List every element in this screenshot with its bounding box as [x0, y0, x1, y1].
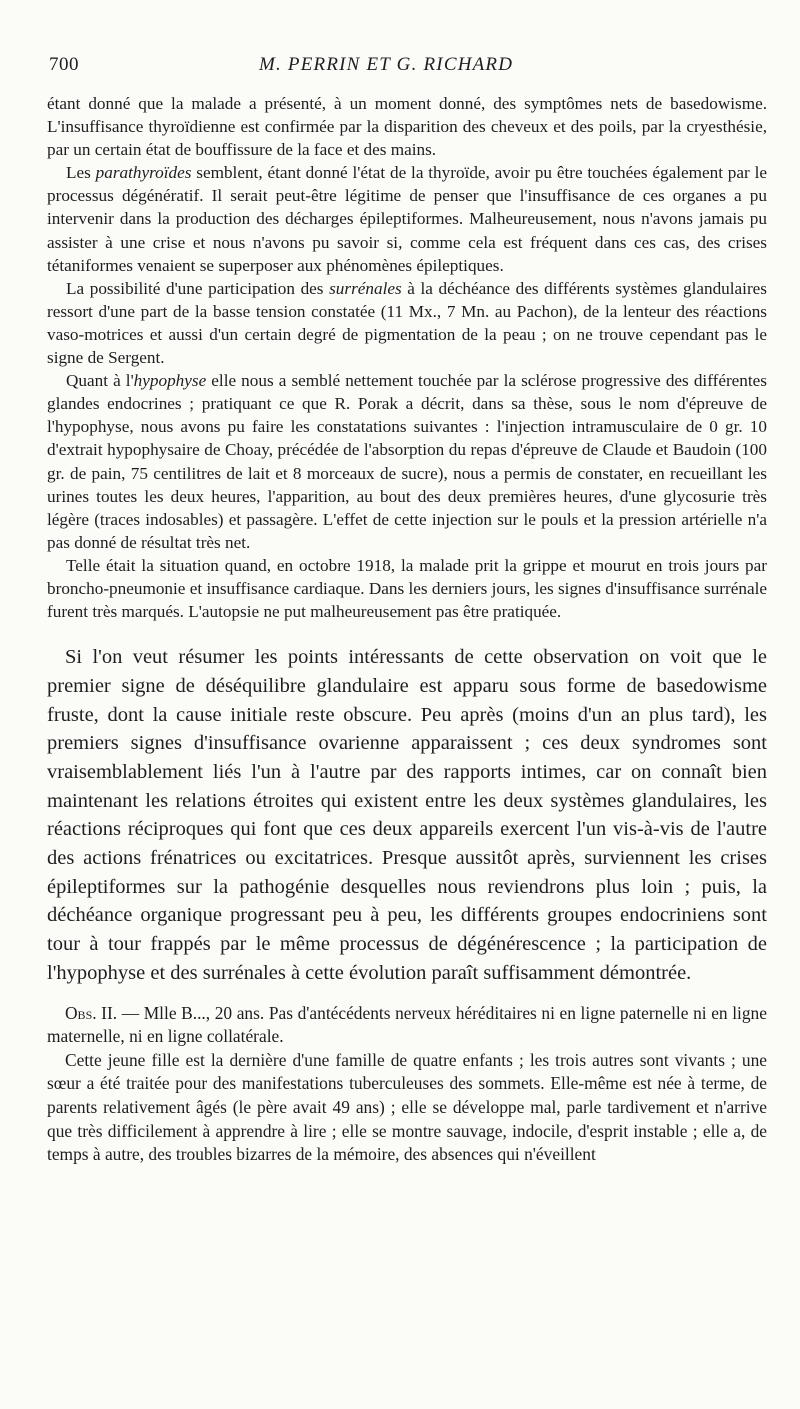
paragraph-lead: Quant à l': [66, 371, 134, 391]
paragraph-rest: elle nous a semblé nettement touchée par la sclérose progressive des différentes glandes endocrines ; pratiquant ce que R. Porak a décrit, dans sa thèse, sous le nom d'épreuve de l'hypophyse, nous avons pu faire les constatations suivantes : l'injection intramusculaire de 0 gr. 10 d'extrait hypophysaire de Choay, précédée de l'absorption du repas d'épreuve de Claude et Baudoin (100 gr. de pain, 75 centilitres de lait et 8 morceaux de sucre), nous a permis de constater, en recueillant les urines toutes les deux heures, l'apparition, au bout des deux premières heures, d'une glycosurie très légère (traces indosables) et passagère. L'effet de cette injection sur le pouls et la pression artérielle n'a pas donné de résultat très net.: [47, 371, 767, 552]
paragraph-hypophyse: [47, 369, 767, 554]
paragraph-lead: Les: [66, 163, 96, 183]
paragraph-parathyroids: [47, 161, 767, 276]
term-surrenales: surrénales: [329, 278, 402, 298]
term-parathyroides: parathyroïdes: [95, 163, 192, 183]
paragraph-thyroid: étant donné que la malade a présenté, à un moment donné, des symptômes nets de basedowisme. L'insuffisance thyroïdienne est confirmée par la disparition des cheveux et des poils, par la cryesthésie, par un certain état de bouffissure de la face et des mains.: [47, 94, 767, 160]
observation-intro: [47, 1002, 767, 1049]
small-print-section: [47, 92, 767, 623]
paragraph-lead: La possibilité d'une participation des: [66, 278, 330, 298]
observation-section: [47, 1002, 767, 1167]
observation-history: Cette jeune fille est la dernière d'une famille de quatre enfants ; les trois autres sont vivants ; une sœur a été traitée pour des manifestations tuberculeuses des sommets. Elle-même est née à terme, de parents relativement âgés (le père avait 49 ans) ; elle se développe mal, parle tardivement et n'arrive que très difficilement à apprendre à lire ; elle se montre sauvage, indocile, d'esprit instable ; elle a, de temps à autre, des troubles bizarres de la mémoire, des absences qui n'éveillent: [47, 1049, 767, 1165]
observation-label: Obs. II.: [65, 1002, 118, 1023]
page: [47, 54, 767, 1167]
term-hypophyse: hypophyse: [133, 371, 207, 391]
paragraph-outcome: Telle était la situation quand, en octobre 1918, la malade prit la grippe et mourut en trois jours par broncho-pneumonie et insuffisance cardiaque. Dans les derniers jours, les signes d'insuffisance surrénale furent très marqués. L'autopsie ne put malheureusement pas être pratiquée.: [47, 555, 767, 622]
summary-paragraph: Si l'on veut résumer les points intéressants de cette observation on voit que le premier signe de déséquilibre glandulaire est apparu sous forme de basedowisme fruste, dont la cause initiale reste obscure. Peu après (moins d'un an plus tard), les premiers signes d'insuffisance ovarienne apparaissent ; ces deux syndromes sont vraisemblablement liés l'un à l'autre par des rapports intimes, car on connaît bien maintenant les relations étroites qui existent entre les deux systèmes glandulaires, les réactions réciproques qui font que ces deux appareils exercent l'un vis-à-vis de l'autre des actions frénatrices ou excitatrices. Presque aussitôt après, surviennent les crises épileptiformes sur la pathogénie desquelles nous reviendrons plus loin ; puis, la déchéance organique progressant peu à peu, les différents groupes endocriniens sont tour à tour frappés par le même processus de dégénérescence ; la participation de l'hypophyse et des surrénales à cette évolution paraît suffisamment démontrée.: [47, 646, 767, 984]
paragraph-surrenales: [47, 277, 767, 369]
page-number: 700: [49, 54, 79, 75]
paragraph-rest: semblent, étant donné l'état de la thyroïde, avoir pu être touchées également par le processus dégénératif. Il serait peut-être légitime de penser que l'insuffisance de ces organes a pu intervenir dans la production des décharges épileptiformes. Malheureusement, nous n'avons jamais pu assister à une crise et nous n'avons pu savoir si, comme cela est fréquent dans ces cas, des crises tétaniformes venaient se superposer aux phénomènes épileptiques.: [47, 163, 767, 275]
observation-intro-text: — Mlle B..., 20 ans. Pas d'antécédents nerveux héréditaires ni en ligne paternelle ni en ligne maternelle, ni en ligne collatérale.: [47, 1002, 767, 1047]
paragraph-rest: à la déchéance des différents systèmes glandulaires ressort d'une part de la basse tension constatée (11 Mx., 7 Mn. au Pachon), de la lenteur des réactions vaso-motrices et aussi d'un certain degré de pigmentation de la peau ; on ne trouve cependant pas le signe de Sergent.: [47, 278, 767, 368]
running-head: M. PERRIN ET G. RICHARD: [259, 54, 514, 75]
page-header: [47, 54, 767, 84]
summary-section: [47, 643, 767, 987]
